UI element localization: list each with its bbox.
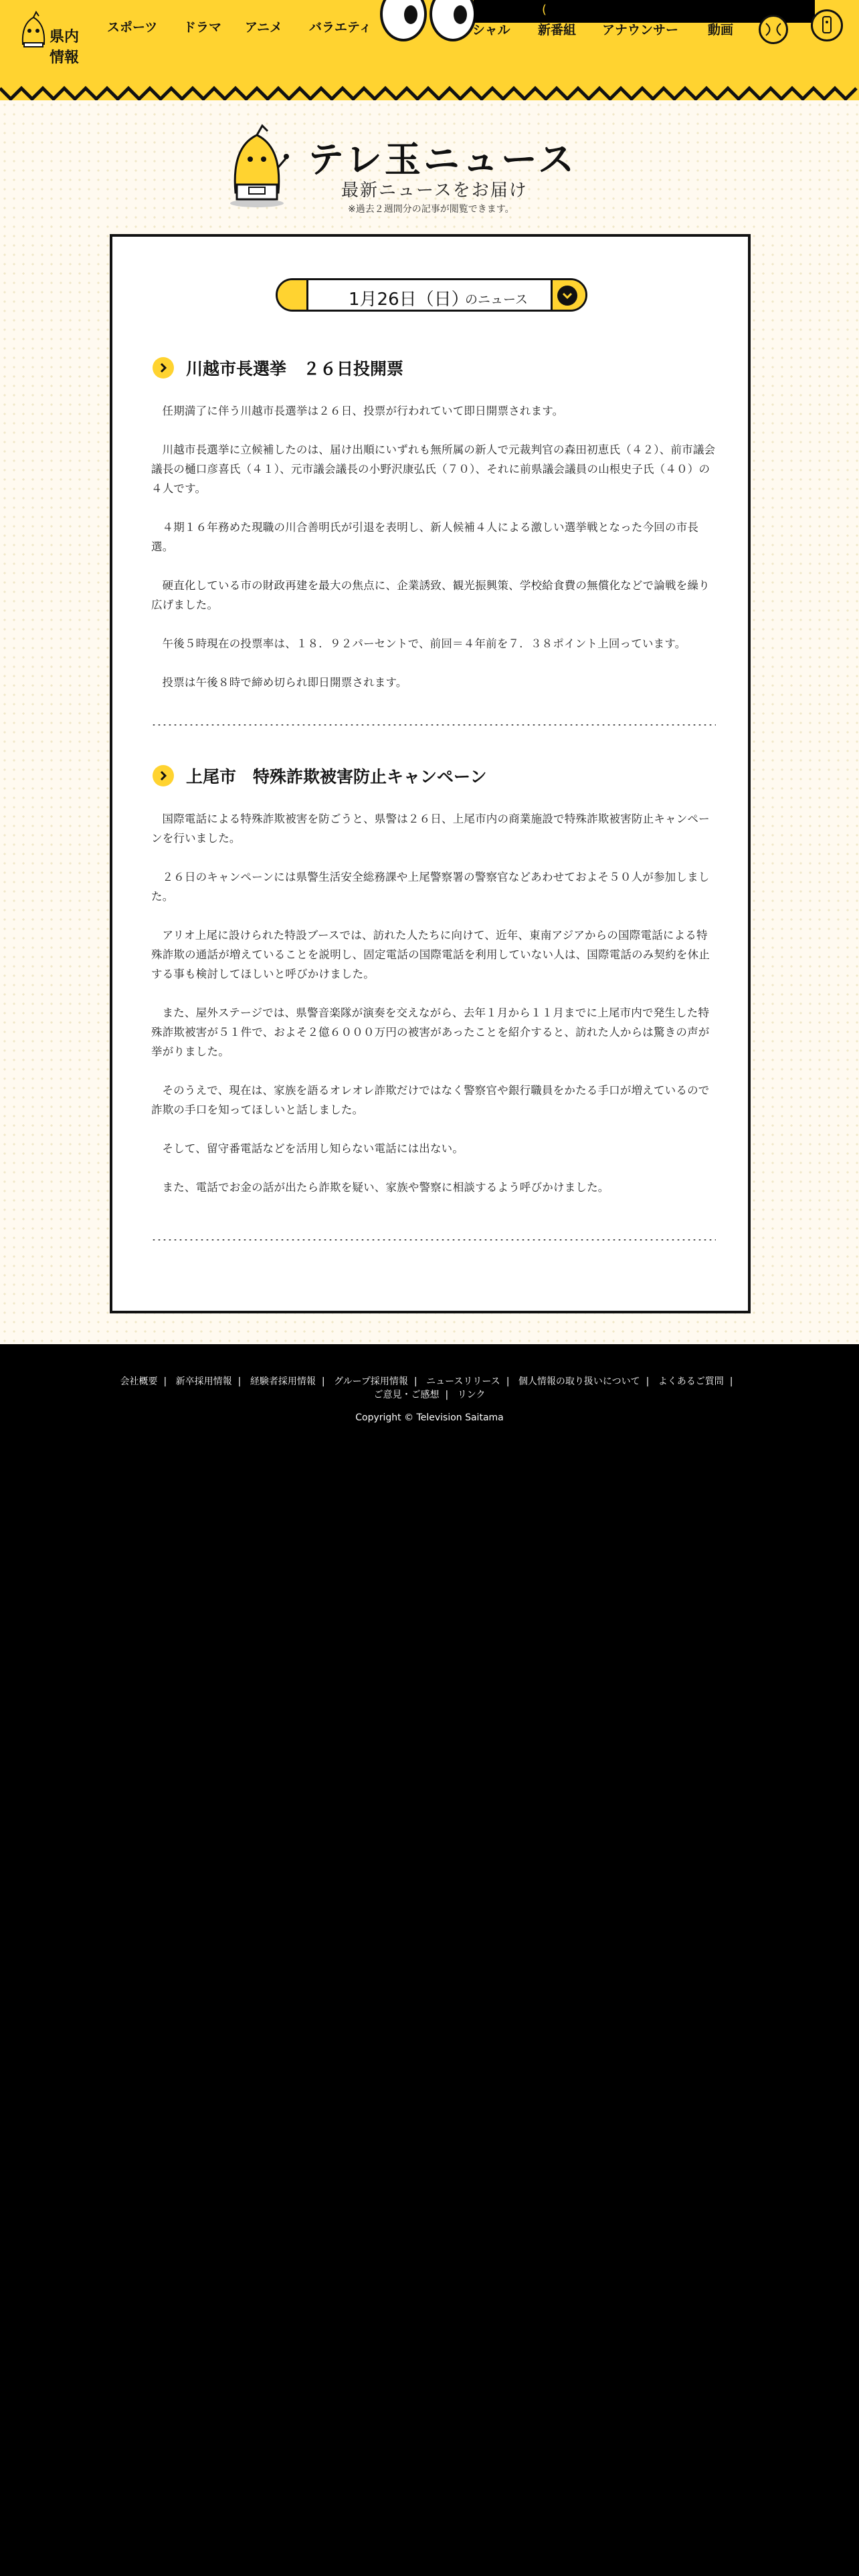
nav-video[interactable]: 動画 (708, 23, 734, 37)
date-selector[interactable] (276, 278, 587, 312)
article-header (151, 356, 716, 383)
logo[interactable] (19, 9, 88, 66)
selected-date: 1月26日（日） (349, 290, 469, 310)
banner-glyph: ( (542, 3, 547, 17)
article-title: 川越市長選挙 ２６日投開票 (186, 359, 404, 379)
nav-sports[interactable]: スポーツ (107, 20, 158, 35)
article-paragraph: アリオ上尾に設けられた特設ブースでは、訪れた人たちに向けて、近年、東南アジアからの国際電話による特殊詐欺の通話が増えていることを説明し、固定電話の国際電話を利用していない人は、国際電話のみ契約を休止する事も検討してほしいと呼びかけました。 (151, 929, 710, 980)
article-paragraph: 任期満了に伴う川越市長選挙は２６日、投票が行われていて即日開票されます。 (162, 405, 564, 417)
site-footer (0, 1344, 859, 2576)
nav-anime[interactable]: アニメ (245, 20, 283, 35)
article-paragraph: ４期１６年務めた現職の川合善明氏が引退を表明し、新人候補４人による激しい選挙戦となった今回の市長選。 (151, 521, 699, 553)
mascot-logo-icon (19, 11, 48, 49)
footer-link-feedback[interactable]: ご意見・ご感想 (373, 1390, 440, 1400)
zigzag-divider (0, 86, 859, 102)
copyright: Copyright © Television Saitama (355, 1412, 504, 1423)
footer-link-group[interactable]: グループ採用情報 (334, 1376, 408, 1387)
nav-announcer[interactable]: アナウンサー (602, 23, 679, 37)
article (151, 764, 716, 1197)
article-paragraph: 硬直化している市の財政再建を最大の焦点に、企業誘致、観光振興策、学校給食費の無償化などで論戦を繰り広げました。 (151, 579, 710, 611)
nav-drama[interactable]: ドラマ (183, 20, 222, 35)
article-header (151, 764, 716, 790)
chevron-down-icon[interactable] (557, 286, 577, 306)
footer-link-news-release[interactable]: ニュースリリース (426, 1376, 500, 1387)
dotted-divider (151, 724, 716, 726)
cheer-icon[interactable] (811, 9, 843, 41)
article-paragraph: 川越市長選挙に立候補したのは、届け出順にいずれも無所属の新人で元裁判官の森田初恵氏（４２）、前市議会議長の樋口彦喜氏（４１）、元市議会議長の小野沢康弘氏（７０）、それに前県議会議員の山根史子氏（４０）の４人です。 (151, 443, 716, 495)
mascot-eyes-icon (380, 0, 479, 43)
article-paragraph: 国際電話による特殊詐欺被害を防ごうと、県警は２６日、上尾市内の商業施設で特殊詐欺被害防止キャンペーンを行いました。 (151, 813, 710, 845)
chevron-right-icon (153, 765, 174, 786)
chevron-right-icon (153, 357, 174, 379)
page-note: ※過去２週間分の記事が閲覧できます。 (348, 204, 514, 215)
page-subtitle: 最新ニュースをお届け (341, 181, 528, 201)
site-header (0, 0, 859, 100)
footer-links: 会社概要 | 新卒採用情報 | 経験者採用情報 | グループ採用情報 | ニュースリリース | 個人情報の取り扱いについて | よくあるご質問 | ご意見・ご感想 | リンク (120, 1376, 733, 1400)
article-paragraph: 投票は午後８時で締め切られ即日開票されます。 (162, 676, 407, 689)
baseball-icon[interactable] (759, 15, 788, 44)
footer-link-faq[interactable]: よくあるご質問 (658, 1376, 724, 1387)
footer-link-company[interactable]: 会社概要 (120, 1376, 158, 1387)
article-paragraph: また、電話でお金の話が出たら詐欺を疑い、家族や警察に相談するよう呼びかけました。 (162, 1181, 609, 1194)
footer-link-experienced[interactable]: 経験者採用情報 (250, 1376, 316, 1387)
logo-text: 県内情報 (50, 29, 80, 66)
footer-link-new-grad[interactable]: 新卒採用情報 (175, 1376, 232, 1387)
footer-link-privacy[interactable]: 個人情報の取り扱いについて (518, 1376, 640, 1387)
article (151, 356, 716, 692)
article-title: 上尾市 特殊詐欺被害防止キャンペーン (186, 767, 487, 786)
date-suffix: のニュース (465, 292, 529, 307)
dotted-divider (151, 1239, 716, 1241)
footer-link-links[interactable]: リンク (457, 1390, 486, 1400)
page-title: テレ玉ニュース (308, 138, 577, 181)
article-paragraph: そのうえで、現在は、家族を語るオレオレ詐欺だけではなく警察官や銀行職員をかたる手口が増えているので詐欺の手口を知ってほしいと話しました。 (151, 1084, 710, 1116)
mascot-icon (225, 120, 289, 209)
nav-new-programs[interactable]: 新番組 (538, 23, 577, 37)
page-header (221, 115, 649, 215)
article-paragraph: 午後５時現在の投票率は、１８．９２パーセントで、前回＝４年前を７．３８ポイント上回っています。 (162, 637, 686, 650)
nav-variety[interactable]: バラエティ (309, 20, 372, 35)
article-paragraph: また、屋外ステージでは、県警音楽隊が演奏を交えながら、去年１月から１１月までに上尾市内で発生した特殊詐欺被害が５１件で、およそ２億６０００万円の被害があったことを紹介すると、訪れた人からは驚きの声が挙がりました。 (151, 1006, 710, 1058)
article-paragraph: そして、留守番電話などを活用し知らない電話には出ない。 (162, 1142, 464, 1155)
article-paragraph: ２６日のキャンペーンには県警生活安全総務課や上尾警察署の警察官などあわせておよそ５０人が参加しました。 (151, 871, 710, 903)
nav-special[interactable]: シャル (472, 23, 510, 37)
news-card (110, 234, 751, 1313)
